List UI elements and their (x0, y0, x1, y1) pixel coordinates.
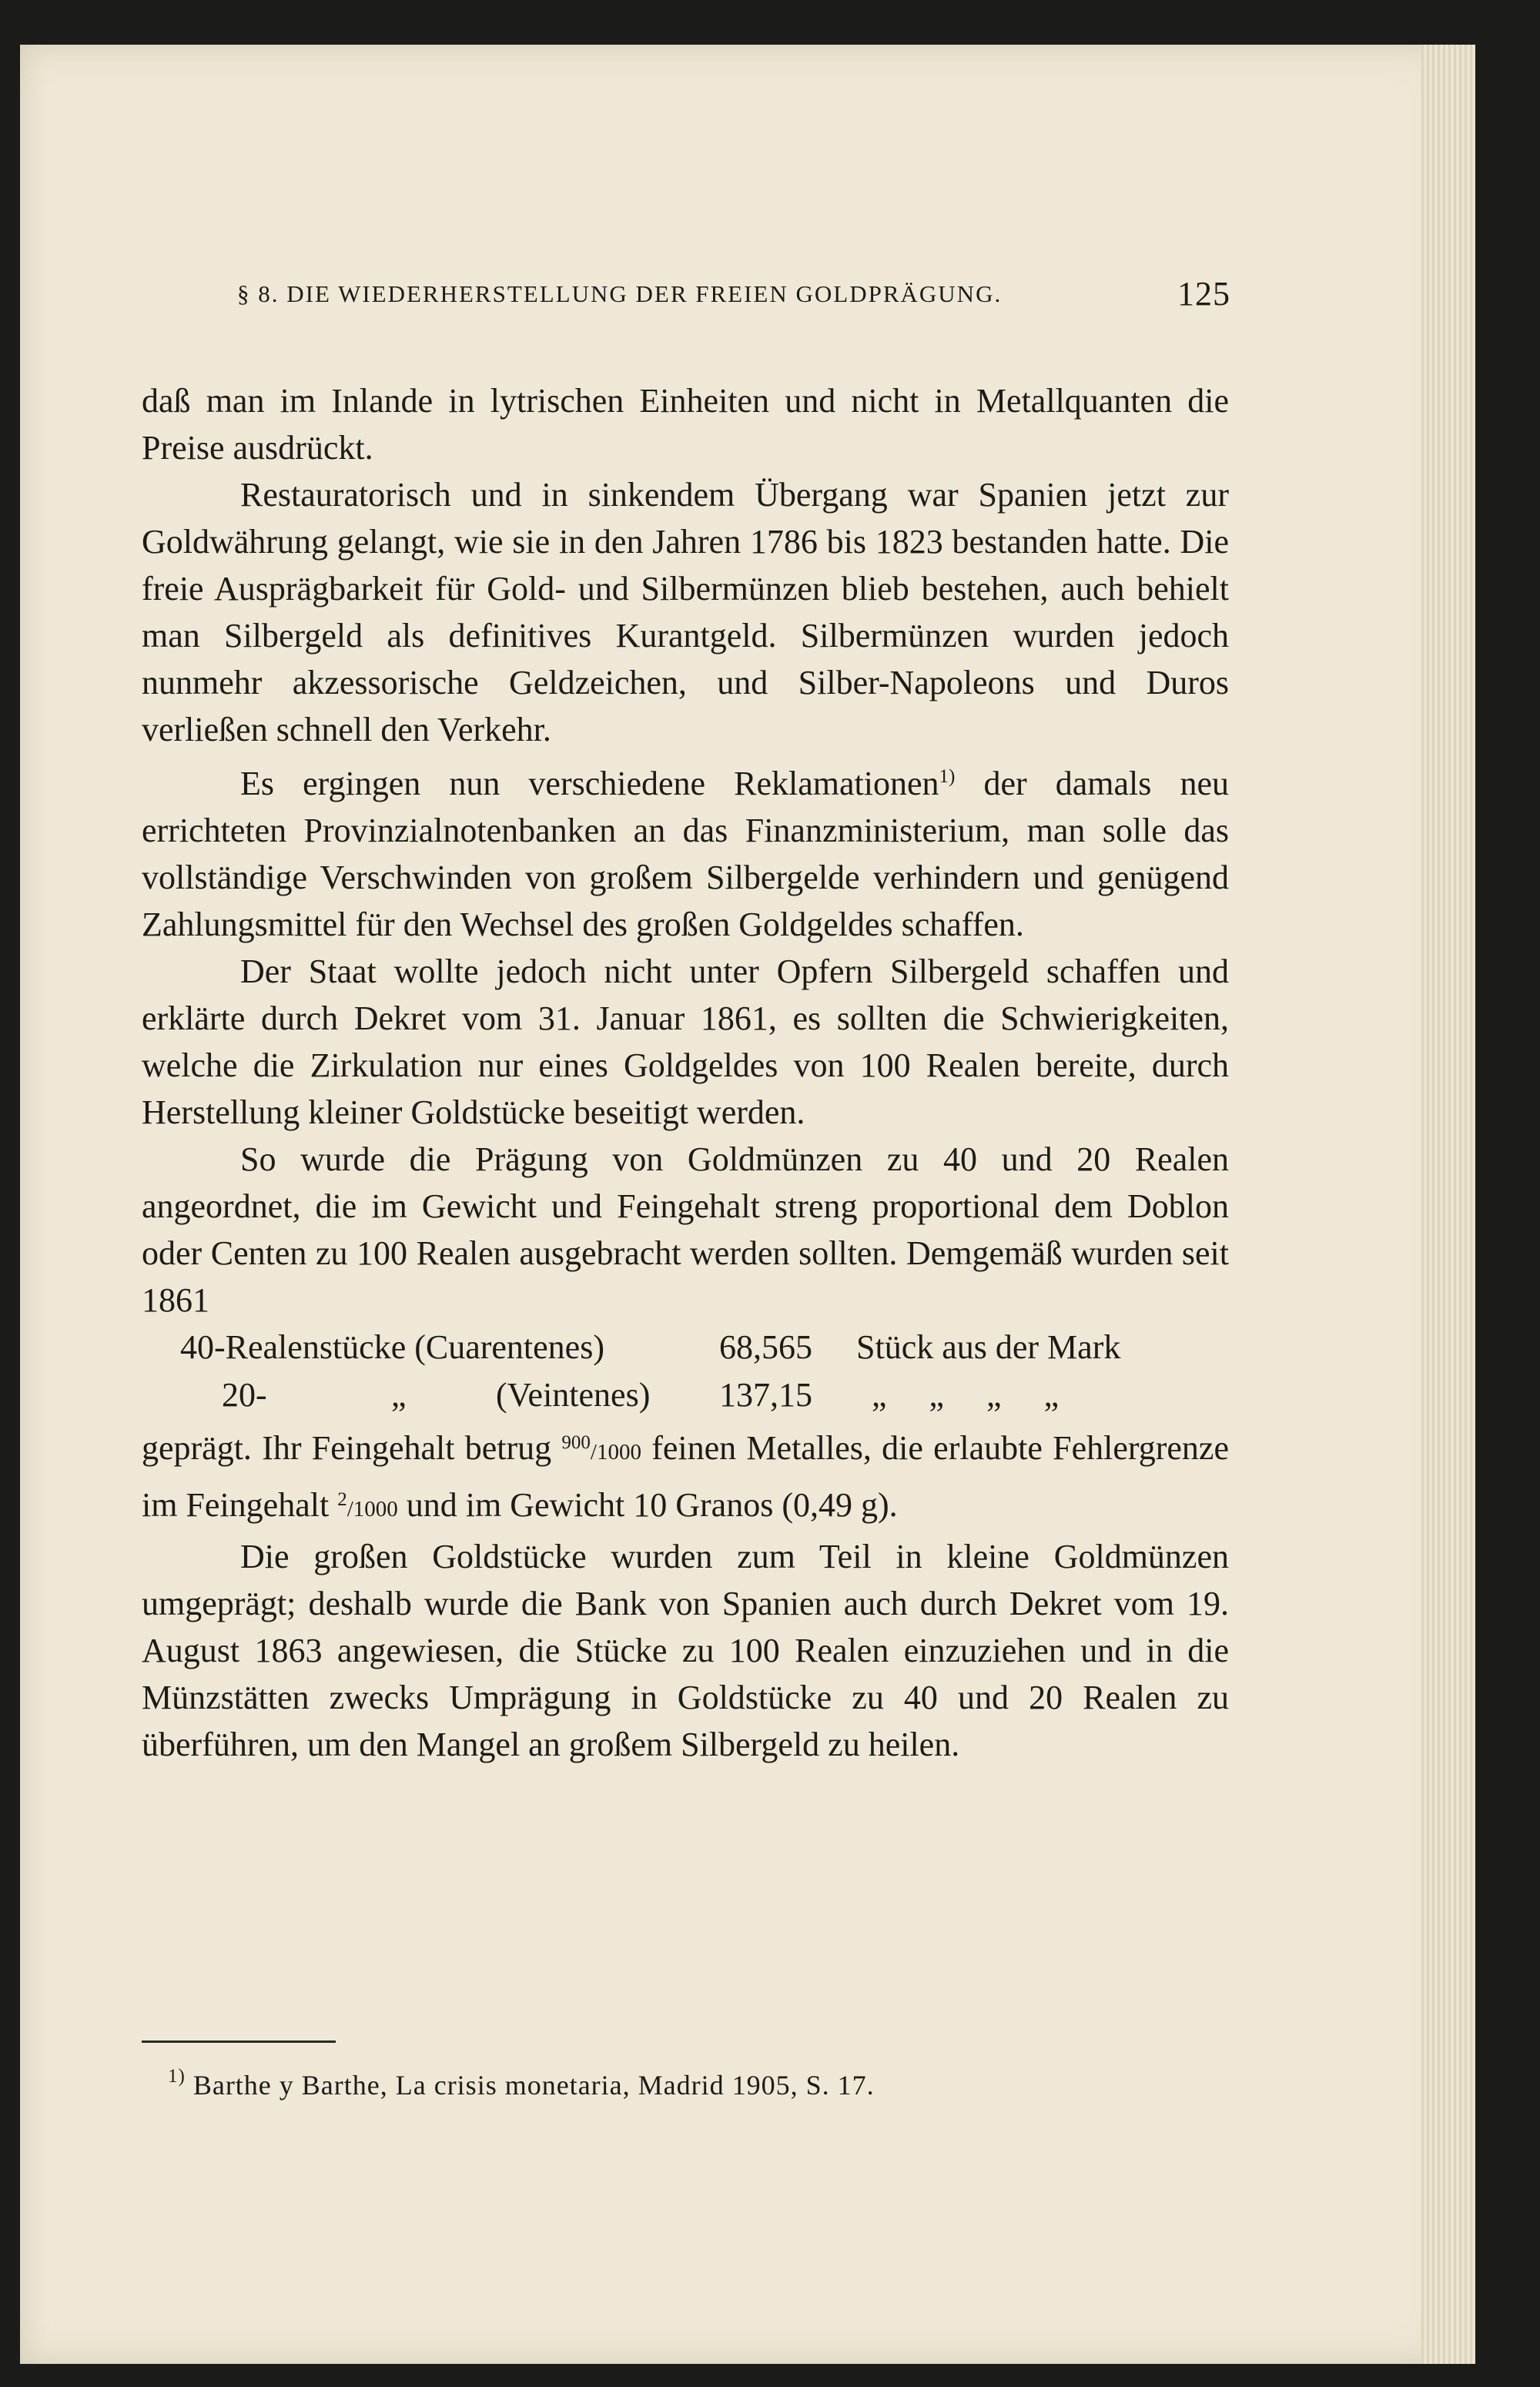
paragraph-4: Der Staat wollte jedoch nicht unter Opfern Silbergeld schaffen und erklärte durch Dekret vom 31. Januar 1861, es sollten die Schwierigkeiten, welche die Zirkulation nur eines Goldgeldes von 100 Realen bereite, durch Herstellung kleiner Goldstücke beseitigt werden. (142, 952, 1229, 1131)
footnote-text: Barthe y Barthe, La crisis monetaria, Madrid 1905, S. 17. (185, 2070, 875, 2101)
paragraph-2: Restauratorisch und in sinkendem Übergang war Spanien jetzt zur Goldwährung gelangt, wie sie in den Jahren 1786 bis 1823 bestanden hatte. Die freie Ausprägbarkeit für Gold- und Silbermünzen blieb bestehen, auch behielt man Silbergeld als definitives Kurantgeld. Silbermünzen wurden jedoch nunmehr akzessorische Geldzeichen, und Silber-Napoleons und Duros verließen schnell den Verkehr. (142, 476, 1229, 748)
coin-20-ditto: „ (391, 1376, 407, 1414)
book-page (20, 45, 1475, 2364)
coin-40-unit: Stück aus der Mark (856, 1328, 1121, 1366)
coin-20-label: (Veintenes) (496, 1376, 651, 1414)
fineness-denominator: /1000 (590, 1440, 641, 1465)
footnote (168, 2066, 1169, 2101)
coin-20-quantity: 137,15 (719, 1376, 812, 1414)
paragraph-3-start: Es ergingen nun verschiedene Reklamationen (240, 765, 939, 802)
coin-row-40 (142, 1324, 1229, 1371)
paragraph-1: daß man im Inlande in lytrischen Einheiten und nicht in Metallquanten die Preise ausdrückt. (142, 382, 1229, 467)
tolerance-denominator: /1000 (346, 1497, 398, 1522)
coin-20-name: 20- (222, 1376, 267, 1414)
paragraph-3-end: der damals neu errichteten Provinzialnotenbanken an das Finanzministerium, man solle das vollständige Verschwinden von großem Silbergelde verhindern und genügend Zahlungsmittel für den Wechsel des großen Goldgeldes schaffen. (142, 765, 1230, 943)
paragraph-6-middle: feinen Metalles, die erlaubte Fehlergrenze im Feingehalt (142, 1429, 1229, 1524)
coin-row-20 (142, 1371, 1229, 1419)
page-number: 125 (1177, 275, 1230, 313)
footnote-divider (142, 2040, 336, 2043)
footnote-marker: 1) (168, 2066, 186, 2087)
paragraph-5: So wurde die Prägung von Goldmünzen zu 40 und 20 Realen angeordnet, die im Gewicht und Feingehalt streng proportional dem Doblon oder Centen zu 100 Realen ausgebracht werden sollten. Demgemäß wurden seit 1861 (142, 1140, 1229, 1319)
paragraph-6-end: und im Gewicht 10 Granos (0,49 g). (397, 1486, 898, 1524)
footnote-reference: 1) (939, 766, 956, 787)
paragraph-7: Die großen Goldstücke wurden zum Teil in kleine Goldmünzen umgeprägt; deshalb wurde die Bank von Spanien auch durch Dekret vom 19. August 1863 angewiesen, die Stücke zu 100 Realen einzuziehen und in die Münzstätten zwecks Umprägung in Goldstücke zu 40 und 20 Realen zu überführen, um den Mangel an großem Silbergeld zu heilen. (142, 1538, 1229, 1763)
fineness-numerator: 900 (561, 1432, 591, 1453)
running-header (237, 274, 1230, 320)
page-edge-stack (1421, 45, 1475, 2364)
section-title: § 8. DIE WIEDERHERSTELLUNG DER FREIEN GOLDPRÄGUNG. (237, 280, 1003, 307)
tolerance-numerator: 2 (337, 1489, 347, 1510)
paragraph-6-start: geprägt. Ihr Feingehalt betrug (142, 1429, 562, 1467)
body-text (142, 377, 1229, 1768)
paragraph-6 (142, 1419, 1229, 1533)
paragraph-3 (142, 753, 1229, 948)
coin-40-name: 40-Realenstücke (Cuarentenes) (180, 1328, 604, 1366)
coin-40-quantity: 68,565 (719, 1328, 812, 1366)
coin-20-ditto-marks: „ „ „ „ (872, 1376, 1060, 1414)
